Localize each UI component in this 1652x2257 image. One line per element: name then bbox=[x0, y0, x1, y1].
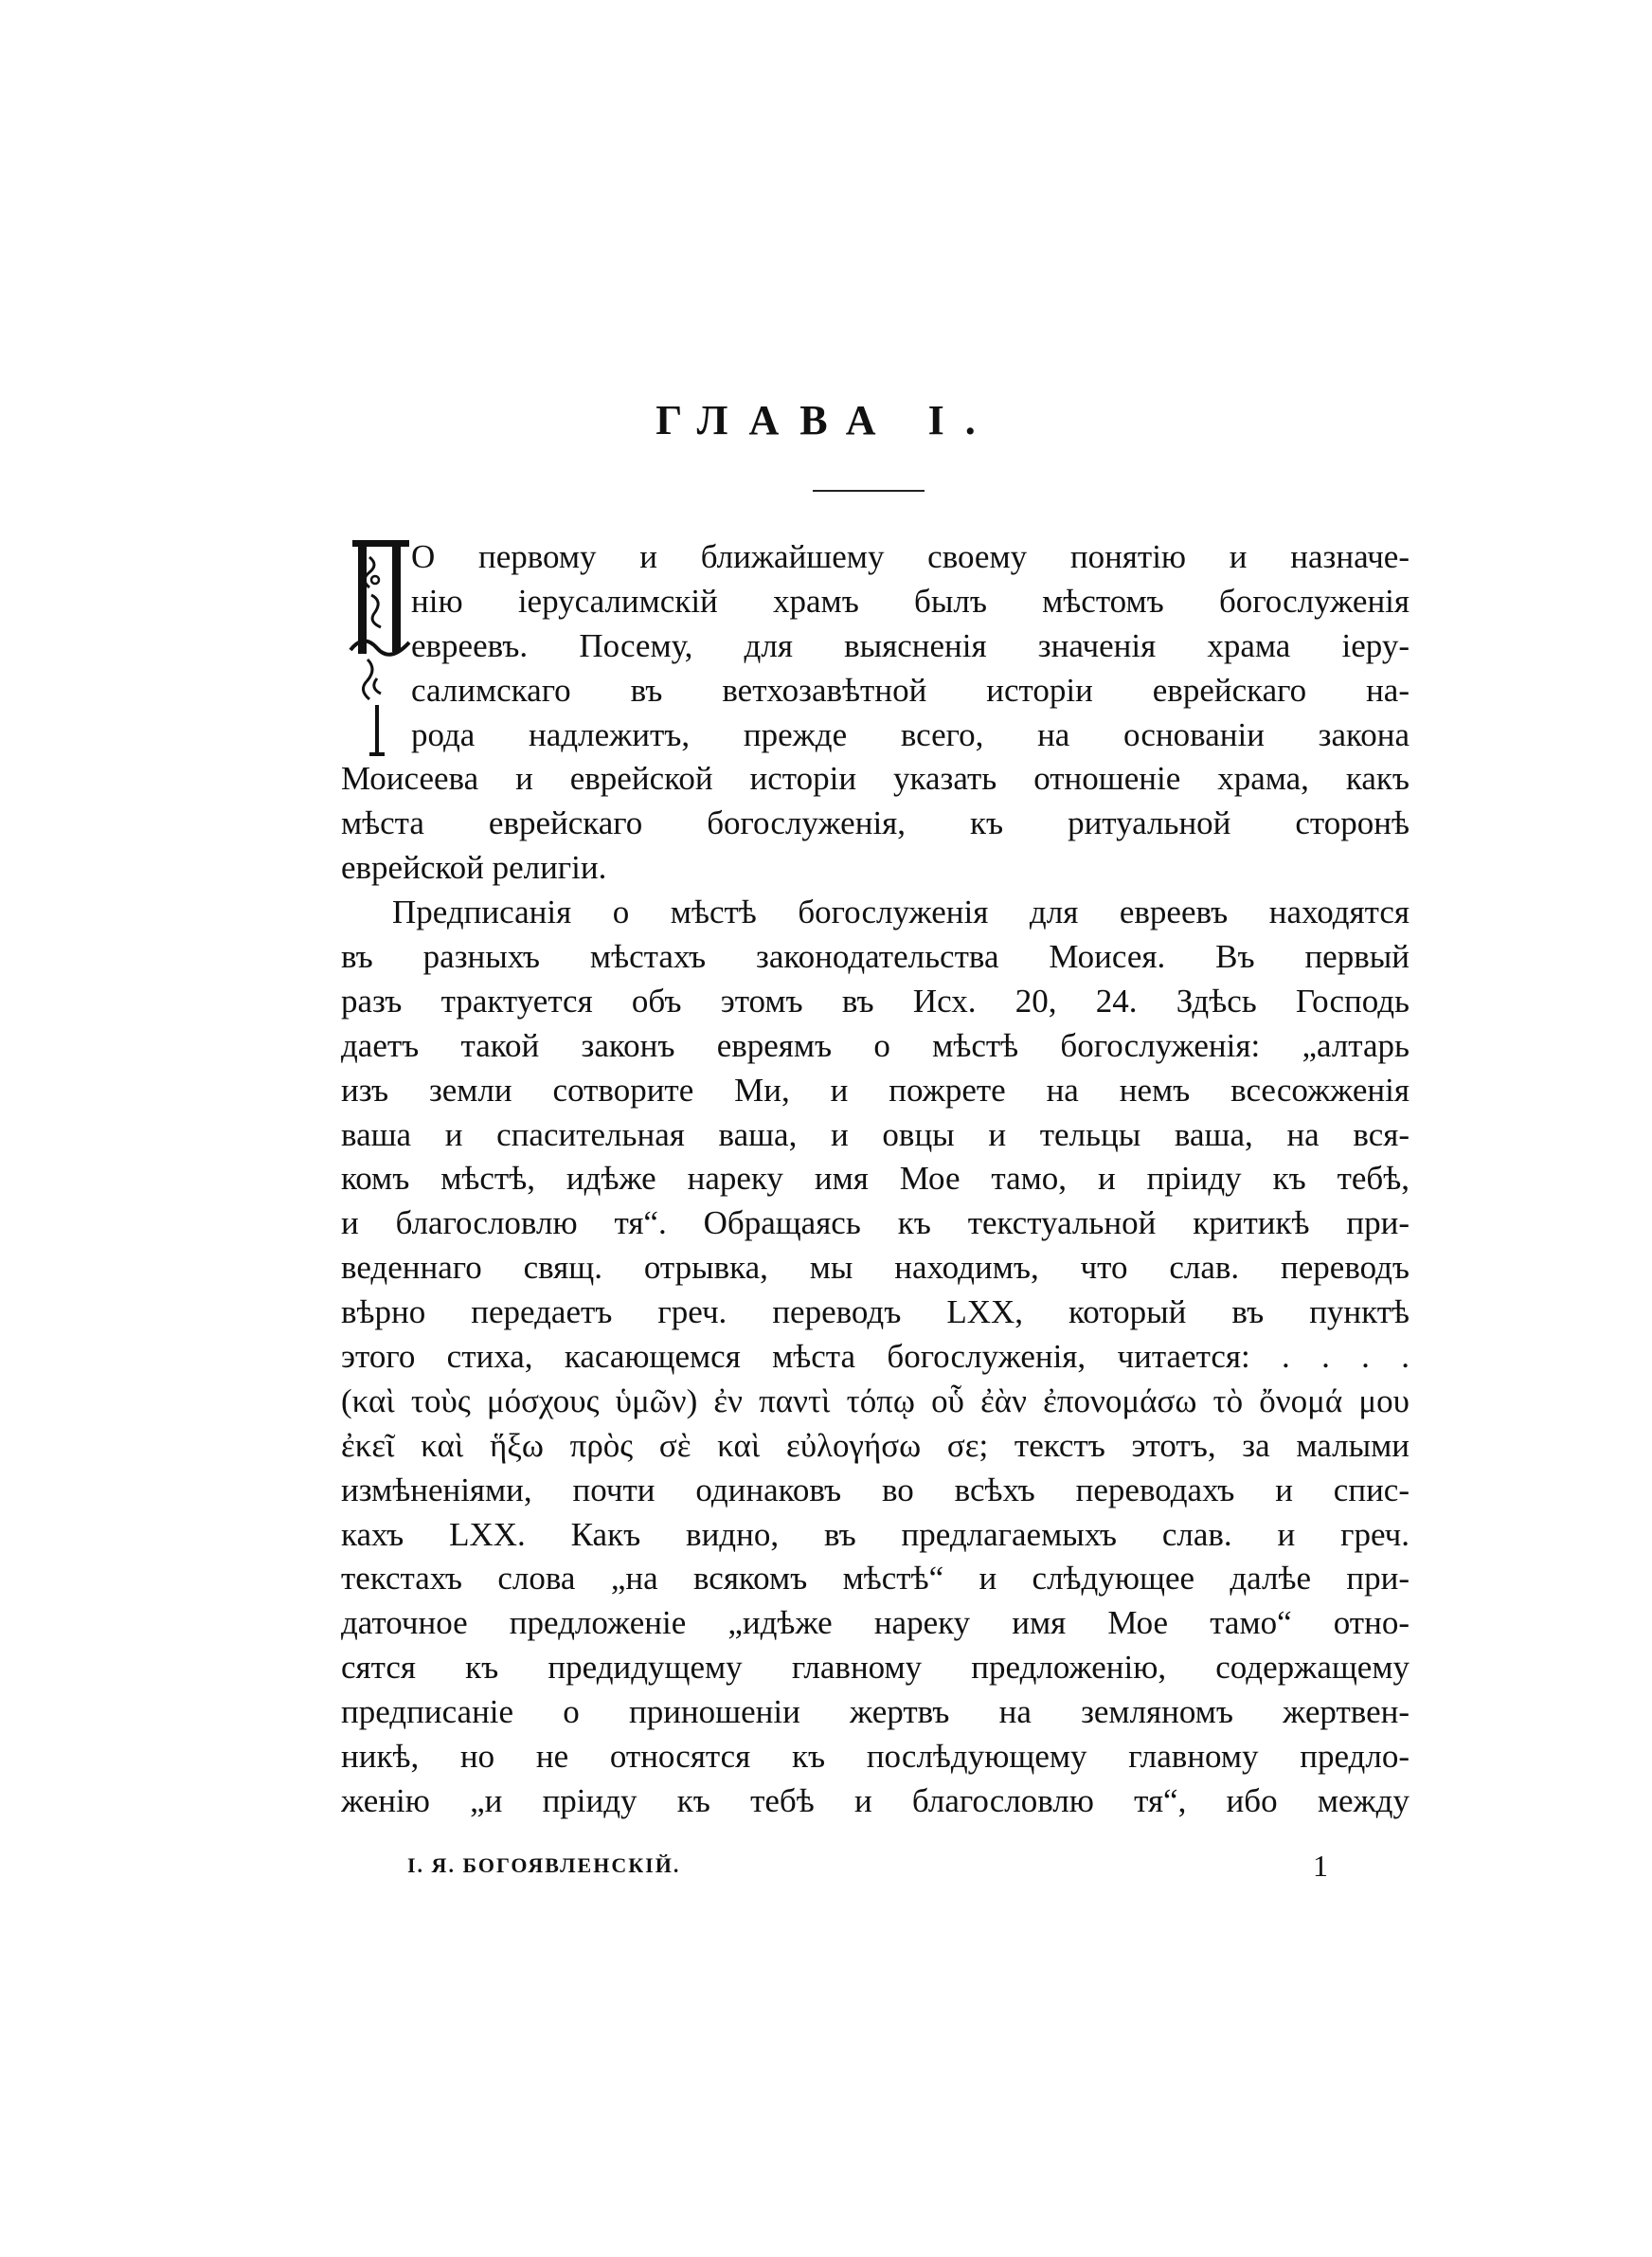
signature-mark: I. Я. БОГОЯВЛЕНСКІЙ. bbox=[407, 1853, 681, 1877]
text-line: Предписанія о мѣстѣ богослуженія для евреевъ находятся bbox=[392, 894, 1410, 931]
text-line: изъ земли сотворите Ми, и пожрете на немъ всесожженія bbox=[341, 1071, 1410, 1109]
text-line: текстахъ слова „на всякомъ мѣстѣ“ и слѣдующее далѣе при- bbox=[341, 1560, 1410, 1598]
text-line: даетъ такой законъ евреямъ о мѣстѣ богослуженія: „алтарь bbox=[341, 1026, 1410, 1064]
text-line: О первому и ближайшему своему понятію и назначе- bbox=[411, 538, 1410, 575]
body-text bbox=[341, 535, 1410, 1824]
text-line: евреевъ. Посему, для выясненія значенія храма іеру- bbox=[411, 626, 1410, 664]
text-line: никѣ, но не относятся къ послѣдующему главному предло- bbox=[341, 1738, 1410, 1776]
text-line: мѣста еврейскаго богослуженія, къ ритуальной сторонѣ bbox=[341, 804, 1410, 842]
text-line: вѣрно передаетъ греч. переводъ LXX, который въ пунктѣ bbox=[341, 1293, 1410, 1331]
heading-rule bbox=[813, 490, 925, 492]
text-line: въ разныхъ мѣстахъ законодательства Моисея. Въ первый bbox=[341, 938, 1410, 976]
page-footer bbox=[341, 1847, 1410, 1885]
text-line: веденнаго свящ. отрывка, мы находимъ, что слав. переводъ bbox=[341, 1249, 1410, 1287]
text-line: предписаніе о приношеніи жертвъ на земляномъ жертвен- bbox=[341, 1693, 1410, 1731]
chapter-heading: ГЛАВА I. bbox=[655, 397, 997, 443]
text-line: этого стиха, касающемся мѣста богослуженія, читается: . . . . bbox=[341, 1338, 1410, 1376]
text-line: комъ мѣстѣ, идѣже нареку имя Мое тамо, и пріиду къ тебѣ, bbox=[341, 1160, 1410, 1198]
text-line: сятся къ предидущему главному предложенію, содержащему bbox=[341, 1649, 1410, 1687]
text-line: ваша и спасительная ваша, и овцы и тельцы ваша, на вся- bbox=[341, 1115, 1410, 1153]
page-number: 1 bbox=[1313, 1849, 1328, 1883]
text-line: еврейской религіи. bbox=[341, 849, 607, 887]
text-line-greek: ἐκεῖ καὶ ἥξω πρὸς σὲ καὶ εὐλογήσω σε; текстъ этотъ, за малыми bbox=[341, 1426, 1410, 1464]
text-line: и благословлю тя“. Обращаясь къ текстуальной критикѣ при- bbox=[341, 1204, 1410, 1242]
text-line: салимскаго въ ветхозавѣтной исторіи еврейскаго на- bbox=[411, 671, 1410, 709]
text-line: рода надлежитъ, прежде всего, на основаніи закона bbox=[411, 715, 1410, 753]
text-line: нію іерусалимскій храмъ былъ мѣстомъ богослуженія bbox=[411, 582, 1410, 620]
text-line: разъ трактуется объ этомъ въ Исх. 20, 24. Здѣсь Господь bbox=[341, 982, 1410, 1020]
text-line-greek: (καὶ τοὺς μόσχους ὑμῶν) ἐν παντὶ τόπῳ οὗ ἐὰν ἐπονομάσω τὸ ὄνομά μου bbox=[341, 1381, 1410, 1419]
text-line: Моисеева и еврейской исторіи указать отношеніе храма, какъ bbox=[341, 760, 1410, 798]
text-line: измѣненіями, почти одинаковъ во всѣхъ переводахъ и спис- bbox=[341, 1471, 1410, 1508]
text-line: даточное предложеніе „идѣже нареку имя Мое тамо“ отно- bbox=[341, 1604, 1410, 1642]
text-line: женію „и пріиду къ тебѣ и благословлю тя“, ибо между bbox=[341, 1781, 1410, 1819]
text-line: кахъ LXX. Какъ видно, въ предлагаемыхъ слав. и греч. bbox=[341, 1515, 1410, 1553]
